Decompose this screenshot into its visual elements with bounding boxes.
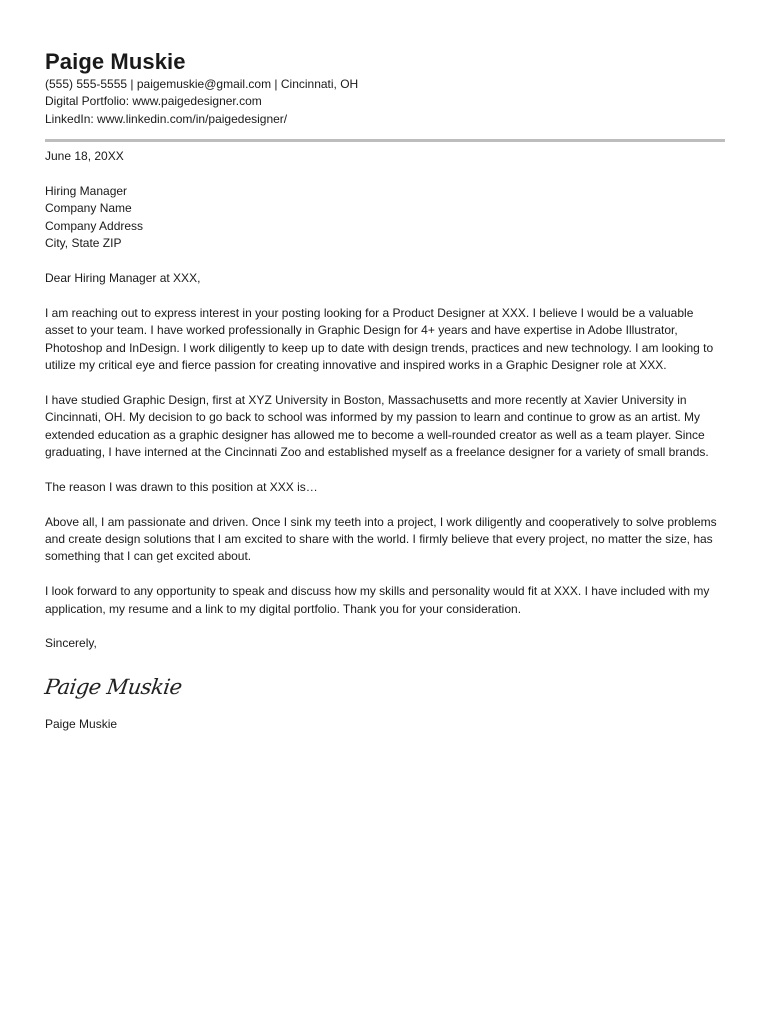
contact-info: (555) 555-5555 | paigemuskie@gmail.com | Cincinnati, OH [45,77,359,91]
signed-name: Paige Muskie [45,716,118,731]
cover-letter-page [45,48,730,733]
recipient-line: Company Address [45,218,144,233]
header-divider [45,139,725,142]
body-paragraph: I look forward to any opportunity to speak and discuss how my skills and personality would fit at XXX. I have included with my application, my resume and a link to my digital portfolio. Thank you for your consideration. [45,584,710,616]
body-paragraph: I have studied Graphic Design, first at XYZ University in Boston, Massachusetts and more recently at Xavier University in Cincinnati, OH. My decision to go back to school was informed by my passion to learn and continue to grow as an artist. My extended education as a graphic designer has allowed me to become a well-rounded creator as well as a team player. Since graduating, I have interned at the Cincinnati Zoo and established myself as a freelance designer for a variety of small brands. [45,392,709,460]
body-paragraph: Above all, I am passionate and driven. Once I sink my teeth into a project, I work diligently and cooperatively to solve problems and create design solutions that I am excited to share with the world. I firmly believe that every project, no matter the size, has something that I can get excited about. [45,514,717,564]
recipient-line: Hiring Manager [45,184,128,199]
recipient-line: Company Name [45,201,132,216]
closing: Sincerely, [45,636,97,651]
body-paragraph: I am reaching out to express interest in your posting looking for a Product Designer at XXX. I believe I would be a valuable asset to your team. I have worked professionally in Graphic Design for 4+ years and have expertise in Adobe Illustrator, Photoshop and InDesign. I work diligently to keep up to date with design trends, practices and new technology. I am looking to utilize my critical eye and fierce passion for creating innovative and inspired works in a Graphic Designer role at XXX. [45,305,714,373]
linkedin-link: LinkedIn: www.linkedin.com/in/paigedesigner/ [45,111,288,126]
applicant-name: Paige Muskie [45,49,186,74]
salutation: Dear Hiring Manager at XXX, [45,271,201,286]
recipient-address [45,183,730,253]
letter-date: June 18, 20XX [45,149,124,164]
recipient-line: City, State ZIP [45,236,122,251]
body-paragraph: The reason I was drawn to this position at XXX is… [45,479,318,494]
handwritten-signature: Paige Muskie [43,674,184,699]
portfolio-link: Digital Portfolio: www.paigedesigner.com [45,94,262,109]
